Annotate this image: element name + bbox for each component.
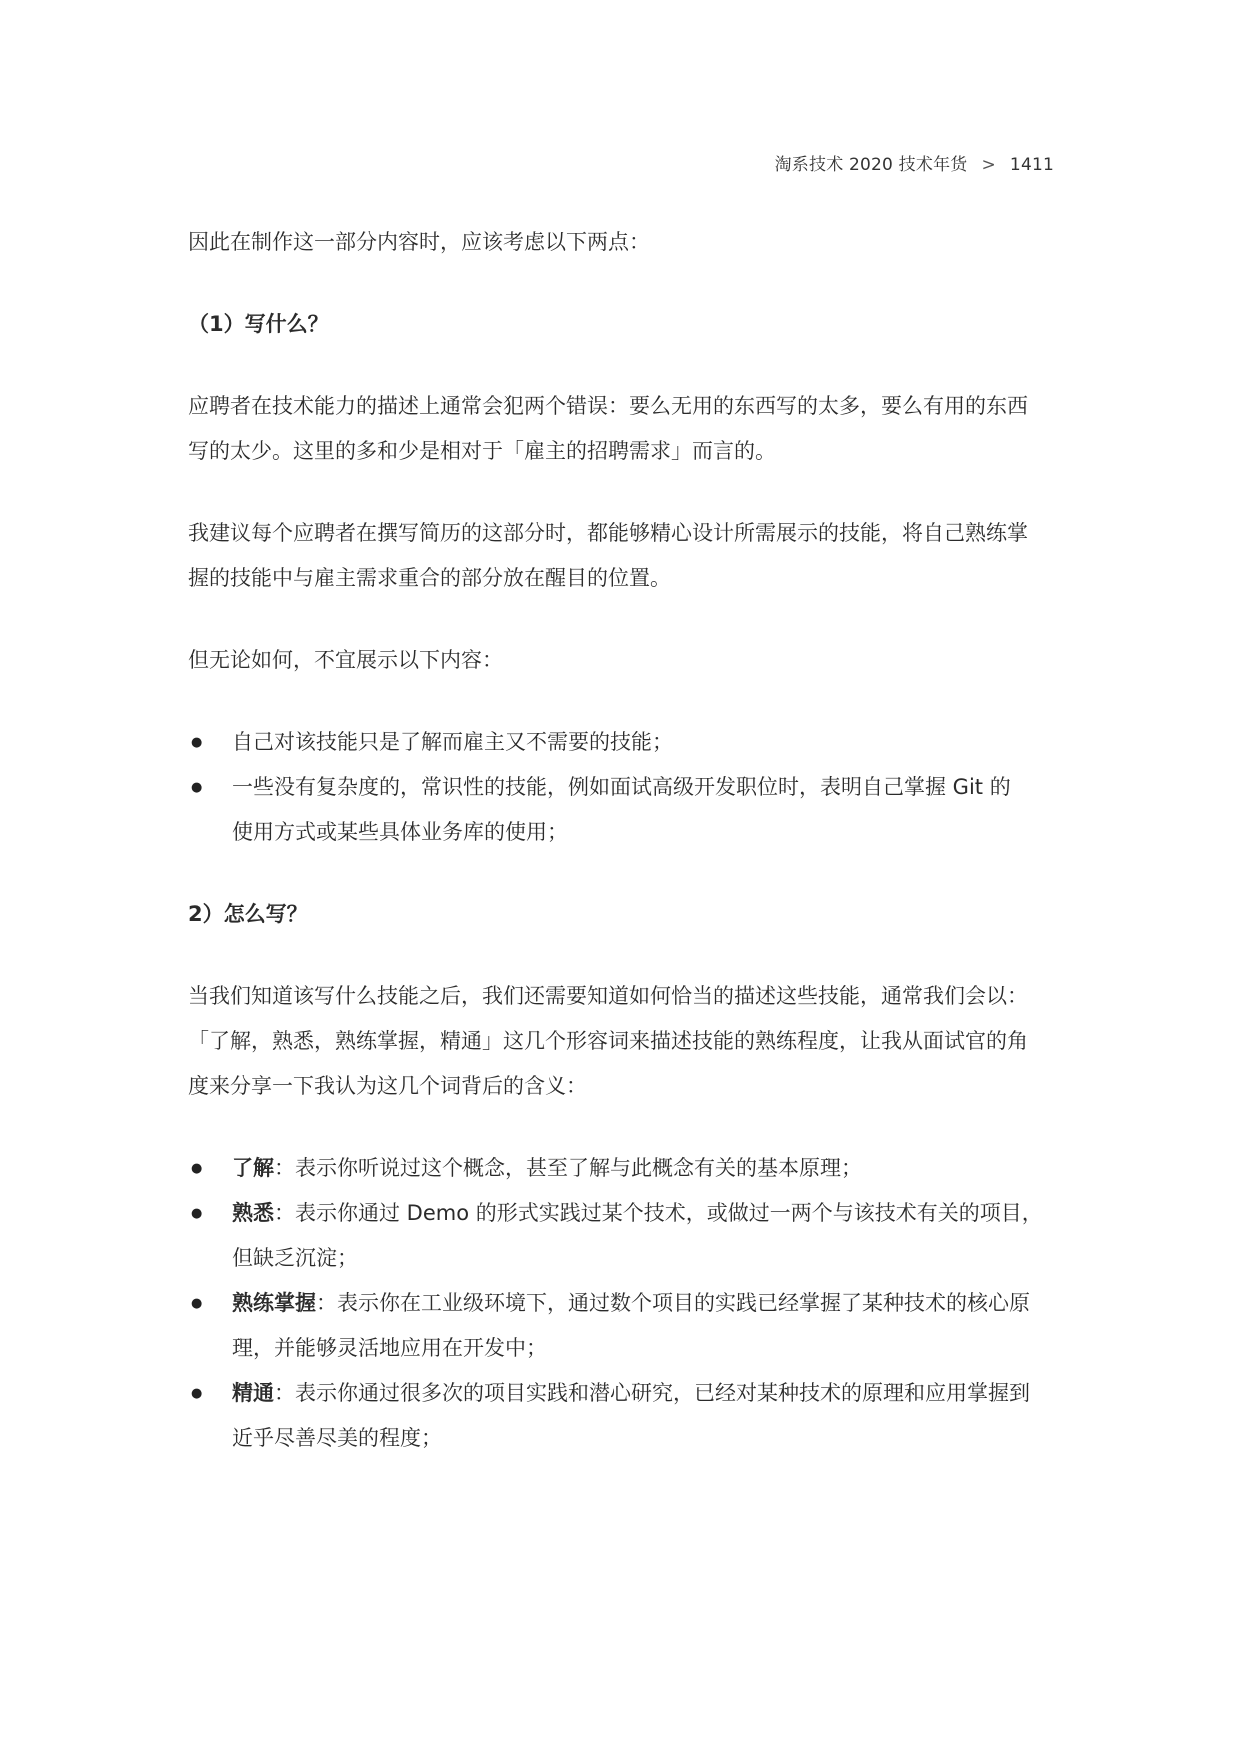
list-item-continuation: [188, 1416, 1053, 1461]
page-number: 1411: [1009, 155, 1054, 175]
list-item: [188, 1281, 1053, 1326]
list-item-continuation: [188, 810, 1053, 855]
list-item: [188, 1191, 1053, 1236]
paragraph-suggestion: [188, 511, 1053, 601]
list-item: [188, 1371, 1053, 1416]
list-item-continuation: [188, 1236, 1053, 1281]
intro-paragraph: 因此在制作这一部分内容时，应该考虑以下两点：: [188, 230, 650, 254]
list-item: [188, 1146, 1053, 1191]
text-line: 握的技能中与雇主需求重合的部分放在醒目的位置。: [188, 566, 671, 590]
term-label: 熟练掌握: [232, 1291, 316, 1315]
section-heading-how-text: 2）怎么写？: [188, 902, 308, 926]
term-definition: 但缺乏沉淀；: [232, 1246, 358, 1270]
section-heading-what: [188, 302, 1053, 347]
section-heading-what-text: （1）写什么？: [188, 312, 329, 336]
bullet-icon: ●: [191, 735, 203, 750]
paragraph-proficiency-terms: [188, 974, 1053, 1109]
term-definition: 理，并能够灵活地应用在开发中；: [232, 1336, 547, 1360]
term-definition: ：表示你在工业级环境下，通过数个项目的实践已经掌握了某种技术的核心原: [316, 1291, 1030, 1315]
text-line: 写的太少。这里的多和少是相对于「雇主的招聘需求」而言的。: [188, 439, 776, 463]
bullet-icon: ●: [191, 1296, 203, 1311]
text-line: 「了解，熟悉，熟练掌握，精通」这几个形容词来描述技能的熟练程度，让我从面试官的角: [188, 1029, 1028, 1053]
running-header: [775, 150, 1054, 175]
term-definition: ：表示你通过 Demo 的形式实践过某个技术，或做过一两个与该技术有关的项目，: [274, 1201, 1043, 1225]
text-line: 应聘者在技术能力的描述上通常会犯两个错误：要么无用的东西写的太多，要么有用的东西: [188, 394, 1028, 418]
bullet-icon: ●: [191, 1161, 203, 1176]
list-item: [188, 765, 1053, 810]
term-label: 熟悉: [232, 1201, 274, 1225]
term-label: 精通: [232, 1381, 274, 1405]
paragraph-common-mistakes: [188, 384, 1053, 474]
bullet-icon: ●: [191, 1206, 203, 1221]
page-body: [188, 220, 1053, 1461]
paragraph-avoid-intro: 但无论如何，不宜展示以下内容：: [188, 648, 503, 672]
avoid-list: [188, 720, 1053, 855]
bullet-icon: ●: [191, 780, 203, 795]
header-separator: >: [981, 155, 996, 175]
list-item: [188, 720, 1053, 765]
text-line: 度来分享一下我认为这几个词背后的含义：: [188, 1074, 587, 1098]
section-heading-how: [188, 892, 1053, 937]
term-label: 了解: [232, 1156, 274, 1180]
list-item-text: 使用方式或某些具体业务库的使用；: [232, 820, 568, 844]
term-definition: 近乎尽善尽美的程度；: [232, 1426, 442, 1450]
proficiency-list: [188, 1146, 1053, 1461]
book-title: 淘系技术 2020 技术年货: [774, 155, 968, 175]
list-item-continuation: [188, 1326, 1053, 1371]
text-line: 当我们知道该写什么技能之后，我们还需要知道如何恰当的描述这些技能，通常我们会以：: [188, 984, 1028, 1008]
term-definition: ：表示你听说过这个概念，甚至了解与此概念有关的基本原理；: [274, 1156, 862, 1180]
list-item-text: 一些没有复杂度的，常识性的技能，例如面试高级开发职位时，表明自己掌握 Git 的: [232, 775, 1011, 799]
list-item-text: 自己对该技能只是了解而雇主又不需要的技能；: [232, 730, 673, 754]
text-line: 我建议每个应聘者在撰写简历的这部分时，都能够精心设计所需展示的技能，将自己熟练掌: [188, 521, 1028, 545]
term-definition: ：表示你通过很多次的项目实践和潜心研究，已经对某种技术的原理和应用掌握到: [274, 1381, 1030, 1405]
bullet-icon: ●: [191, 1386, 203, 1401]
